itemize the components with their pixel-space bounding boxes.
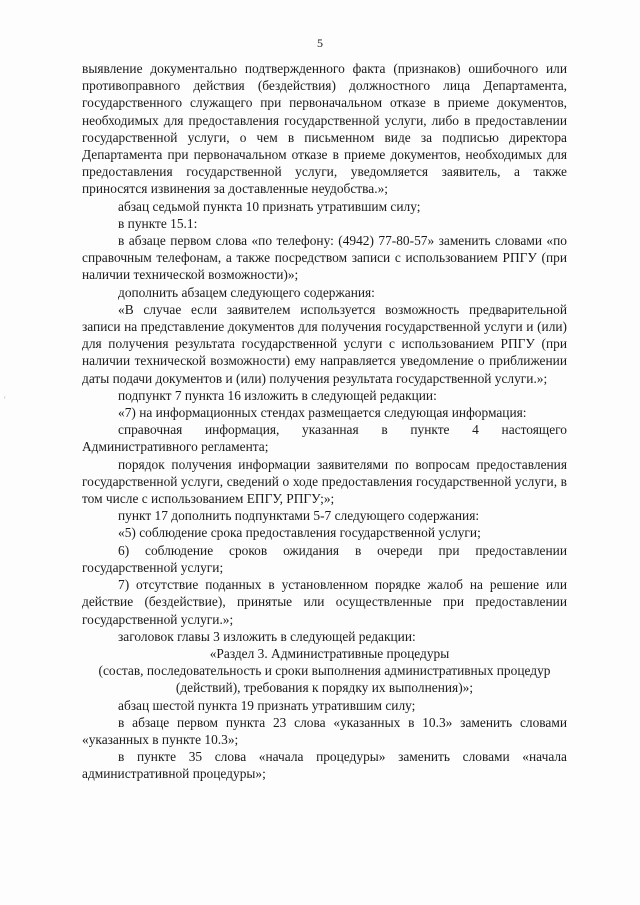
paragraph: 6) соблюдение сроков ожидания в очереди при предоставлении государственной услуги;: [82, 542, 567, 575]
paragraph: «Раздел 3. Административные процедуры: [209, 645, 450, 661]
paragraph: абзац шестой пункта 19 признать утратившим силу;: [118, 697, 416, 713]
paragraph: в пункте 35 слова «начала процедуры» заменить словами «начала административной процедуры»;: [82, 749, 567, 782]
paragraph: в пункте 15.1:: [118, 215, 198, 231]
paragraph: подпункт 7 пункта 16 изложить в следующей редакции:: [118, 387, 437, 403]
paragraph: в абзаце первом пункта 23 слова «указанных в 10.3» заменить словами «указанных в пункте 10.3»;: [82, 714, 567, 747]
paragraph: абзац седьмой пункта 10 признать утратившим силу;: [118, 198, 421, 214]
paragraph: заголовок главы 3 изложить в следующей редакции:: [118, 628, 416, 644]
paragraph: (состав, последовательность и сроки выполнения административных процедур (действий), требования к порядку их выполнения)»;: [98, 663, 551, 696]
document-body: [82, 60, 567, 783]
margin-mark: ': [4, 395, 6, 405]
paragraph: в абзаце первом слова «по телефону: (4942) 77-80-57» заменить словами «по справочным телефонам, а также посредством записи с использованием РПГУ (при наличии технической возможности)»;: [82, 233, 567, 283]
paragraph: «7) на информационных стендах размещается следующая информация:: [118, 405, 527, 421]
paragraph: «5) соблюдение срока предоставления государственной услуги;: [118, 525, 481, 541]
paragraph: порядок получения информации заявителями по вопросам предоставления государственной услуги, сведений о ходе предоставления государственной услуги, в том числе с использованием ЕПГУ, РПГУ;»;: [82, 456, 567, 507]
paragraph: пункт 17 дополнить подпунктами 5-7 следующего содержания:: [118, 508, 480, 524]
paragraph: выявление документально подтвержденного факта (признаков) ошибочного или противоправного действия (бездействия) должностного лица Департамента, государственного служащего при первоначальном отказе в приеме документов, необходимых для предоставления государственной услуги, либо в предоставлении государственной услуги, о чем в письменном виде за подписью директора Департамента при первоначальном отказе в приеме документов, необходимых для предоставления государственной услуги, уведомляется заявитель, а также приносятся извинения за доставленные неудобства.»;: [82, 61, 567, 197]
page-number: 5: [317, 36, 323, 50]
paragraph: 7) отсутствие поданных в установленном порядке жалоб на решение или действие (бездействие), принятые или осуществленные при предоставлении государственной услуги.»;: [82, 577, 567, 627]
paragraph: дополнить абзацем следующего содержания:: [118, 284, 375, 300]
paragraph: «В случае если заявителем используется возможность предварительной записи на представление документов для получения государственной услуги и (или) для получения результата государственной услуги с использованием РПГУ (при наличии технической возможности) ему направляется уведомление о приближении даты подачи документов и (или) получения результата государственной услуги.»;: [82, 301, 567, 386]
paragraph: справочная информация, указанная в пункте 4 настоящего Административного регламента;: [82, 422, 567, 455]
